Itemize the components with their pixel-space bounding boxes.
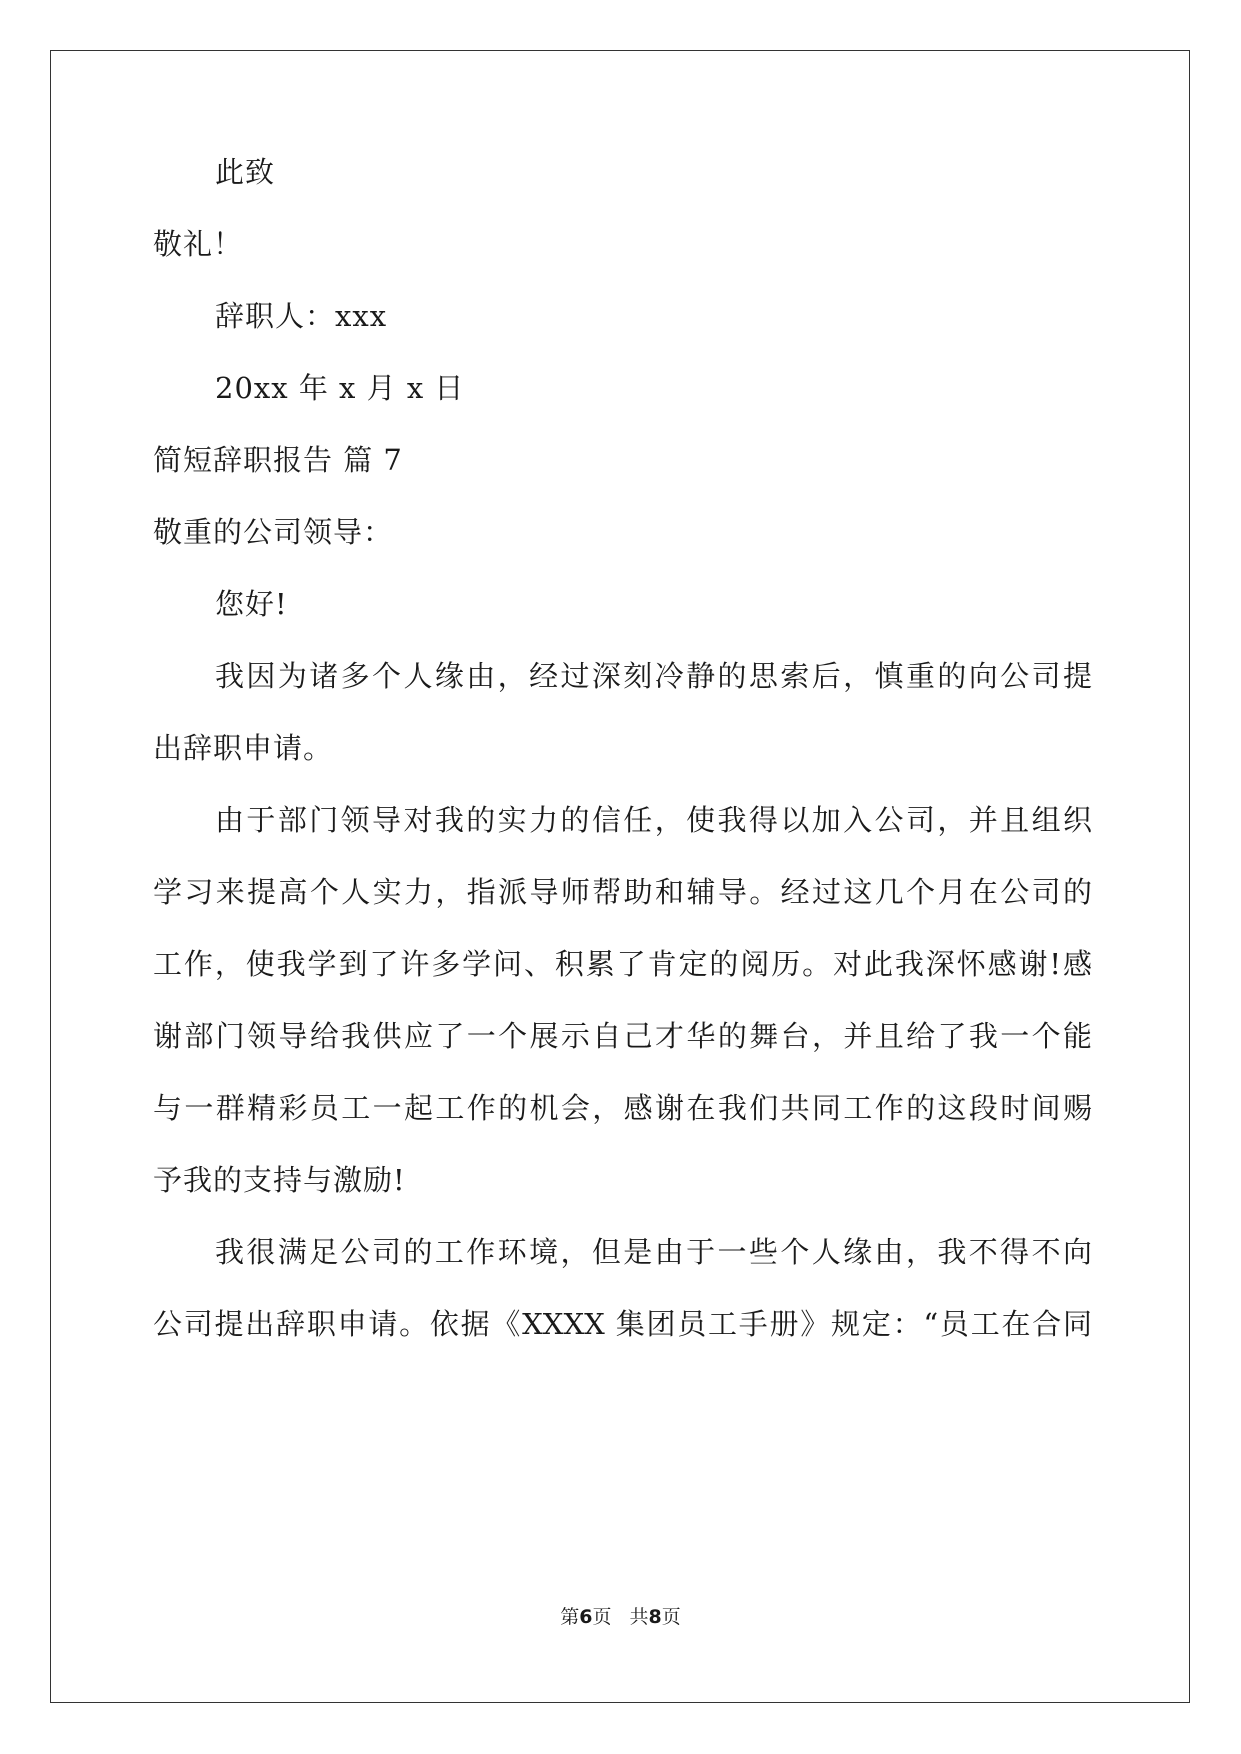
paragraph-line: 由于部门领导对我的实力的信任，使我得以加入公司，并且组织 — [215, 803, 1092, 837]
addressee-line: 敬重的公司领导： — [153, 515, 394, 549]
page-suffix: 页 — [592, 1606, 612, 1628]
section-title: 简短辞职报告 篇 7 — [153, 443, 403, 477]
paragraph-line: 谢部门领导给我供应了一个展示自己才华的舞台，并且给了我一个能 — [153, 1019, 1092, 1053]
page-footer — [0, 1604, 1241, 1630]
page-current: 6 — [579, 1606, 593, 1628]
closing-salutation: 此致 — [215, 155, 276, 189]
paragraph-line: 学习来提高个人实力，指派导师帮助和辅导。经过这几个月在公司的 — [153, 875, 1092, 909]
paragraph-line: 公司提出辞职申请。依据《XXXX 集团员工手册》规定：“员工在合同 — [153, 1307, 1092, 1341]
total-prefix: 共 — [629, 1606, 649, 1628]
page-total: 8 — [648, 1606, 662, 1628]
greeting-line: 您好! — [215, 587, 288, 621]
paragraph-line: 我很满足公司的工作环境，但是由于一些个人缘由，我不得不向 — [215, 1235, 1092, 1269]
paragraph-line: 出辞职申请。 — [153, 731, 334, 765]
total-suffix: 页 — [661, 1606, 681, 1628]
closing-regards: 敬礼！ — [153, 227, 244, 261]
paragraph-line: 予我的支持与激励! — [153, 1163, 406, 1197]
paragraph-line: 工作，使我学到了许多学问、积累了肯定的阅历。对此我深怀感谢!感 — [153, 947, 1092, 981]
signer-line: 辞职人：xxx — [215, 299, 388, 333]
paragraph-line: 我因为诸多个人缘由，经过深刻冷静的思索后，慎重的向公司提 — [215, 659, 1092, 693]
paragraph-line: 与一群精彩员工一起工作的机会，感谢在我们共同工作的这段时间赐 — [153, 1091, 1092, 1125]
page-prefix: 第 — [560, 1606, 580, 1628]
date-line: 20xx 年 x 月 x 日 — [215, 371, 465, 405]
